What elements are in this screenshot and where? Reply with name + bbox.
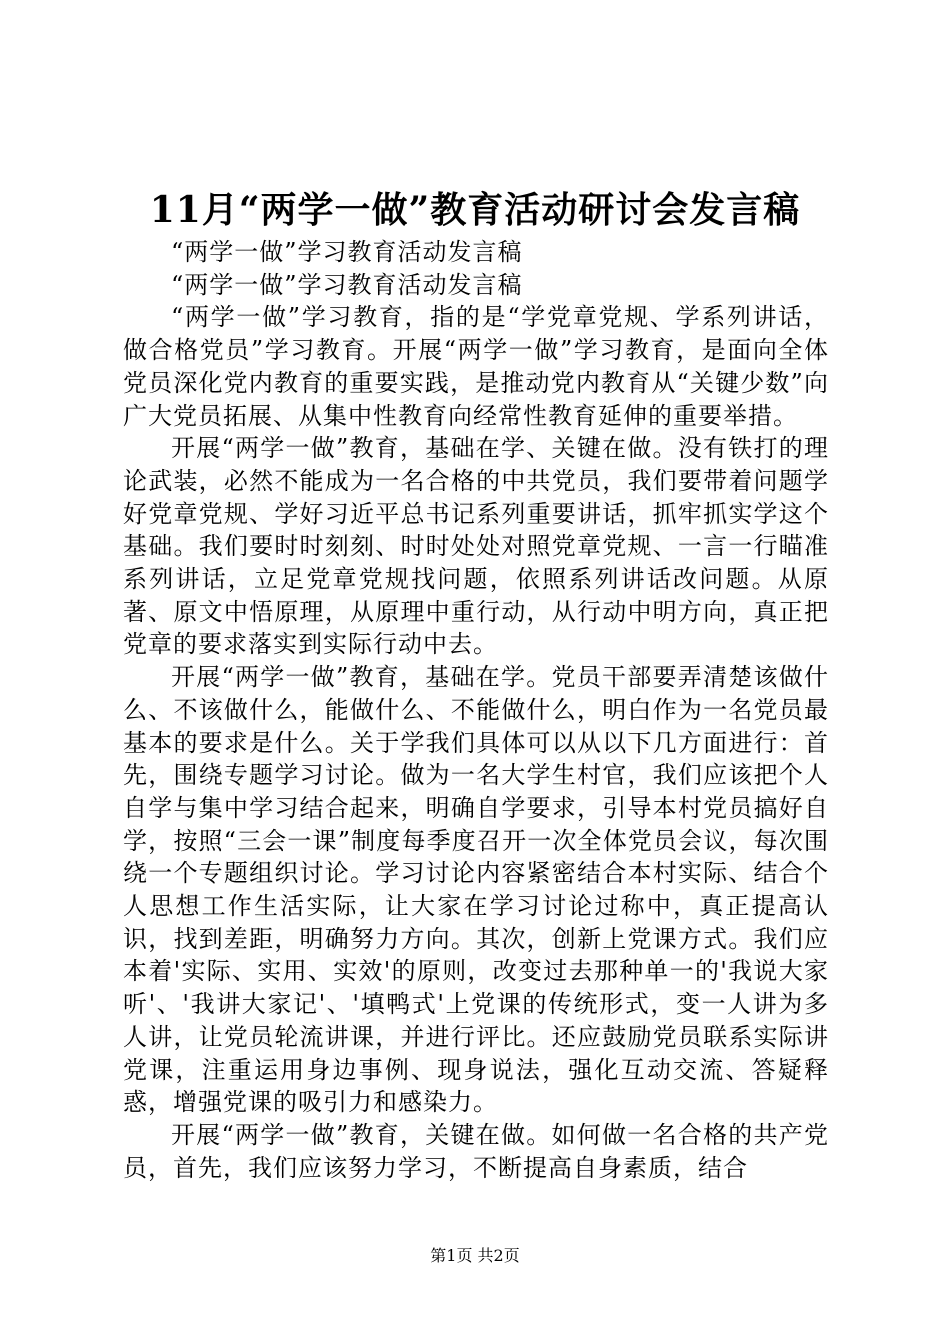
document-title: 11月“两学一做”教育活动研讨会发言稿	[149, 189, 801, 231]
page-footer: 第1页 共2页	[430, 1246, 520, 1265]
paragraph: “两学一做”学习教育活动发言稿	[171, 270, 523, 299]
paragraph: 开展“两学一做”教育，关键在做。如何做一名合格的共产党员，首先，我们应该努力学习，不断提高自身素质，结合	[123, 1120, 829, 1182]
document-body	[123, 236, 829, 1184]
paragraph: 开展“两学一做”教育，基础在学。党员干部要弄清楚该做什么、不该做什么，能做什么、不能做什么，明白作为一名党员最基本的要求是什么。关于学我们具体可以从以下几方面进行：首先，围绕专题学习讨论。做为一名大学生村官，我们应该把个人自学与集中学习结合起来，明确自学要求，引导本村党员搞好自学，按照“三会一课”制度每季度召开一次全体党员会议，每次围绕一个专题组织讨论。学习讨论内容紧密结合本村实际、结合个人思想工作生活实际，让大家在学习讨论过称中，真正提高认识，找到差距，明确努力方向。其次，创新上党课方式。我们应本着'实际、实用、实效'的原则，改变过去那种单一的'我说大家听'、'我讲大家记'、'填鸭式'上党课的传统形式，变一人讲为多人讲，让党员轮流讲课，并进行评比。还应鼓励党员联系实际讲党课，注重运用身边事例、现身说法，强化互动交流、答疑释惑，增强党课的吸引力和感染力。	[123, 663, 829, 1117]
paragraph: 开展“两学一做”教育，基础在学、关键在做。没有铁打的理论武装，必然不能成为一名合格的中共党员，我们要带着问题学好党章党规、学好习近平总书记系列重要讲话，抓牢抓实学这个基础。我们要时时刻刻、时时处处对照党章党规、一言一行瞄准系列讲话，立足党章党规找问题，依照系列讲话改问题。从原著、原文中悟原理，从原理中重行动，从行动中明方向，真正把党章的要求落实到实际行动中去。	[123, 434, 829, 659]
paragraph: “两学一做”学习教育活动发言稿	[171, 238, 523, 266]
paragraph: “两学一做”学习教育，指的是“学党章党规、学系列讲话，做合格党员”学习教育。开展“两学一做”学习教育，是面向全体党员深化党内教育的重要实践，是推动党内教育从“关键少数”向广大党员拓展、从集中性教育向经常性教育延伸的重要举措。	[123, 303, 829, 430]
